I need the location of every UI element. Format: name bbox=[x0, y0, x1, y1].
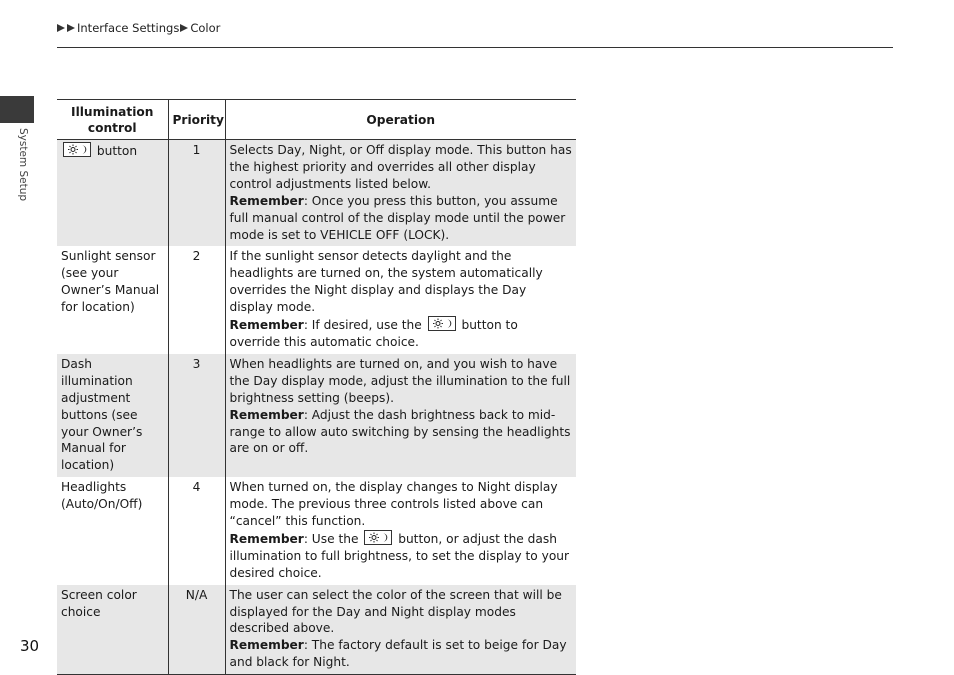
priority-cell: 3 bbox=[168, 354, 225, 477]
triangle-right-icon bbox=[67, 24, 75, 32]
priority-cell: 4 bbox=[168, 477, 225, 584]
table-header-row bbox=[57, 100, 576, 140]
remember-text: : Adjust the dash brightness back to mid-range to allow auto switching by sensing the headlights are on or off. bbox=[229, 407, 571, 456]
header-rule bbox=[57, 47, 893, 48]
sun-moon-icon bbox=[364, 530, 392, 545]
section-tab bbox=[0, 96, 34, 123]
operation-cell bbox=[225, 354, 576, 477]
breadcrumb-item-interface-settings[interactable]: Interface Settings bbox=[77, 21, 180, 35]
remember-text: button to override this automatic choice. bbox=[229, 318, 518, 349]
table-row bbox=[57, 585, 576, 675]
section-label: System Setup bbox=[17, 128, 29, 202]
breadcrumb bbox=[57, 21, 220, 35]
remember-text: : If desired, use the bbox=[303, 318, 422, 333]
operation-cell bbox=[225, 477, 576, 584]
control-cell: Screen color choice bbox=[57, 585, 168, 675]
operation-text: Selects Day, Night, or Off display mode. This button has the highest priority and overrides all other display control adjustments listed below. bbox=[229, 143, 572, 191]
breadcrumb-item-color[interactable]: Color bbox=[190, 21, 221, 35]
remember-label: Remember bbox=[229, 531, 304, 546]
operation-text: When turned on, the display changes to Night display mode. The previous three controls listed above can “cancel” this function. bbox=[229, 480, 558, 529]
control-cell: Dash illumination adjustment buttons (see your Owner’s Manual for location) bbox=[57, 354, 168, 477]
table-row bbox=[57, 246, 576, 353]
remember-text: : The factory default is set to beige for Day and black for Night. bbox=[229, 638, 567, 670]
priority-cell: N/A bbox=[168, 585, 225, 675]
triangle-right-icon bbox=[57, 24, 65, 32]
remember-text: : Once you press this button, you assume full manual control of the display mode until the power mode is set to VEHICLE OFF (LOCK). bbox=[229, 193, 566, 242]
operation-text: When headlights are turned on, and you wish to have the Day display mode, adjust the illumination to the full brightness setting (beeps). bbox=[229, 356, 571, 405]
remember-label: Remember bbox=[229, 638, 304, 653]
header-operation: Operation bbox=[366, 112, 436, 127]
remember-text: button, or adjust the dash illumination to full brightness, to set the display to your desired choice. bbox=[229, 531, 570, 580]
priority-cell: 2 bbox=[168, 246, 225, 353]
remember-label: Remember bbox=[229, 193, 304, 208]
control-cell bbox=[57, 140, 168, 247]
control-cell: Headlights (Auto/On/Off) bbox=[61, 480, 143, 512]
page-number: 30 bbox=[20, 637, 40, 655]
operation-text: The user can select the color of the screen that will be displayed for the Day and Night display modes described above. bbox=[229, 587, 562, 636]
remember-label: Remember bbox=[229, 407, 304, 422]
table-row bbox=[57, 354, 576, 477]
priority-cell: 1 bbox=[168, 140, 225, 247]
table-row bbox=[57, 140, 576, 247]
operation-cell bbox=[225, 585, 576, 675]
operation-cell bbox=[225, 246, 576, 353]
remember-label: Remember bbox=[229, 318, 304, 333]
control-cell: Sunlight sensor (see your Owner’s Manual for location) bbox=[61, 249, 160, 315]
table-row bbox=[57, 477, 576, 584]
remember-text: : Use the bbox=[303, 531, 359, 546]
illumination-table bbox=[57, 99, 576, 675]
control-label: button bbox=[96, 144, 138, 158]
triangle-right-icon bbox=[180, 24, 188, 32]
sun-moon-icon bbox=[428, 316, 456, 331]
operation-cell bbox=[225, 140, 576, 247]
header-illumination-control: Illumination control bbox=[71, 104, 154, 135]
operation-text: If the sunlight sensor detects daylight and the headlights are turned on, the system automatically overrides the Night display and displays the Day display mode. bbox=[229, 249, 543, 315]
sun-moon-icon bbox=[63, 142, 91, 157]
header-priority: Priority bbox=[168, 100, 225, 140]
